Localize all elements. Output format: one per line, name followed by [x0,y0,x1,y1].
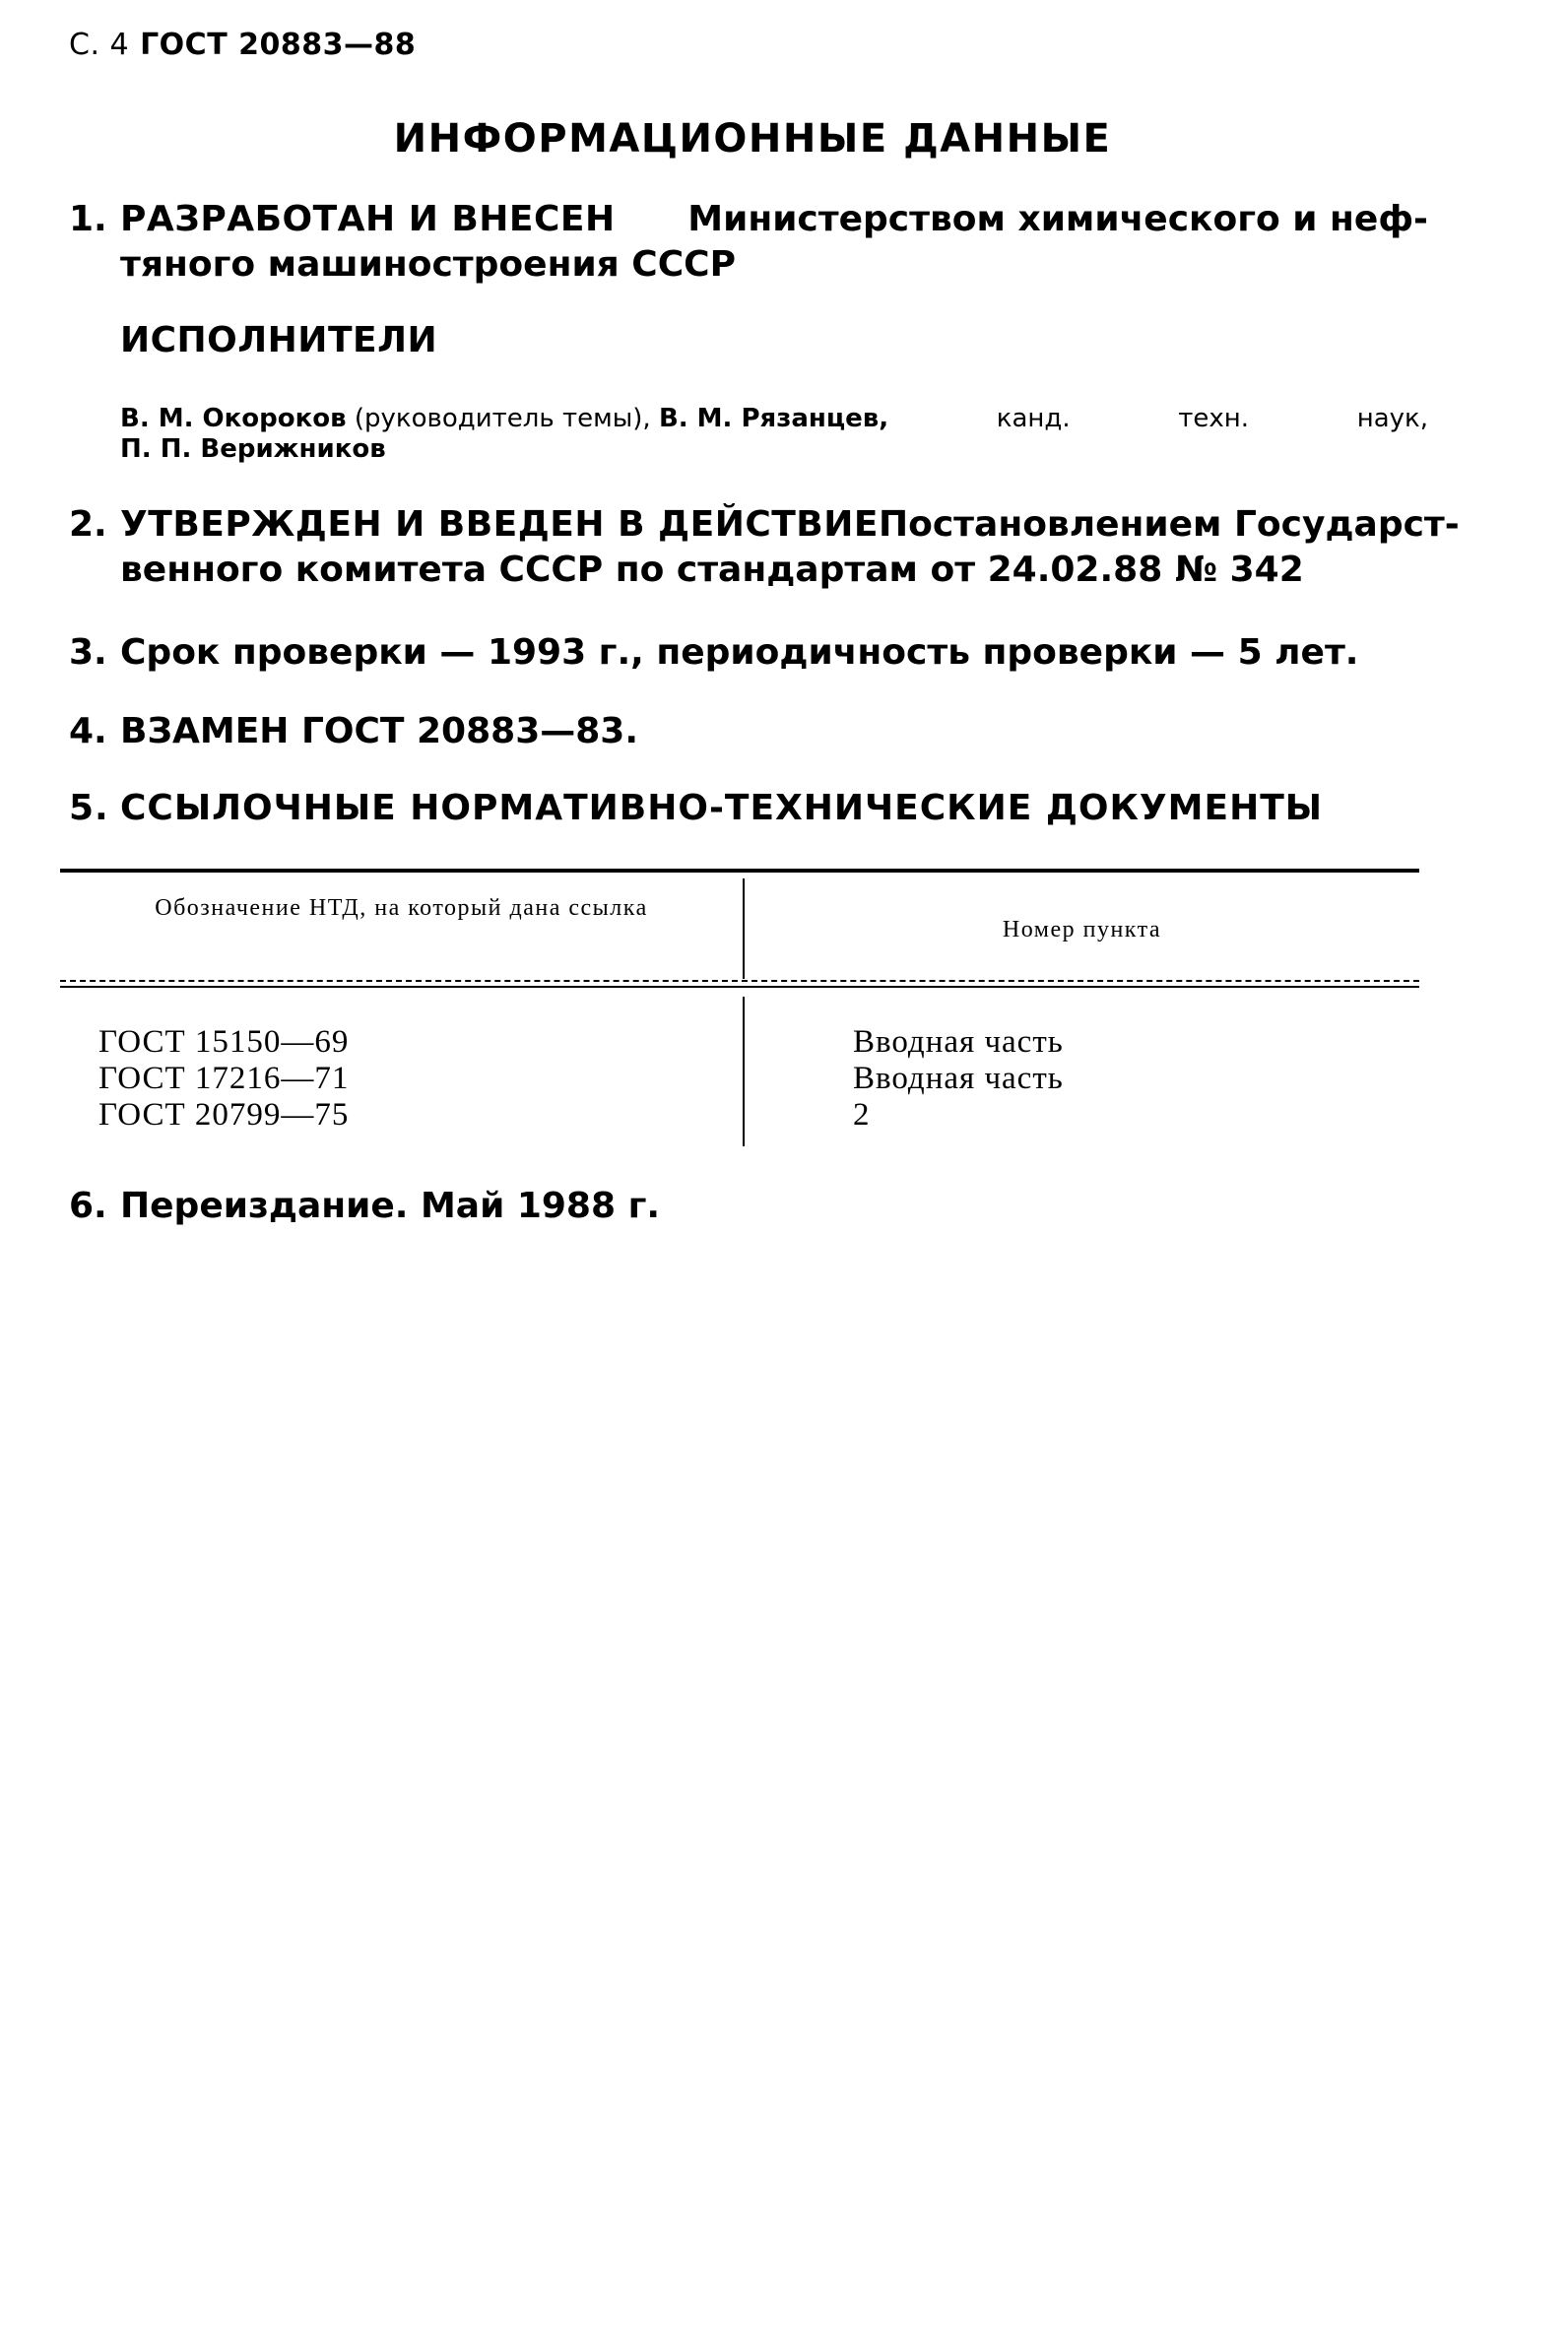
item-text: Министерством химического и неф- [687,199,1428,239]
executor-degree: техн. [1178,404,1250,433]
item-number: 5. [69,788,109,828]
item-number: 4. [69,711,107,751]
executor-name: В. М. Окороков [120,404,347,433]
executors-heading: ИСПОЛНИТЕЛИ [120,320,438,360]
table-column-documents [98,1024,349,1134]
item-text: ССЫЛОЧНЫЕ НОРМАТИВНО-ТЕХНИЧЕСКИЕ ДОКУМЕНТЫ [120,788,1324,828]
item-approved [69,502,1460,593]
item-text: Срок проверки — 1993 г., периодичность проверки — 5 лет. [120,632,1359,673]
executor-role: (руководитель темы), [354,404,651,433]
item-number: 1. [69,199,107,239]
item-replaces [69,709,638,754]
item-review-period [69,630,1359,676]
table-cell-clause: Вводная часть [853,1024,1064,1060]
table-cell-clause: 2 [853,1097,871,1133]
table-column-divider [743,997,745,1146]
item-text: ВЗАМЕН ГОСТ 20883—83. [120,711,639,751]
item-references-heading [69,786,1323,831]
executor-name: П. П. Верижников [120,434,386,464]
table-header-clause: Номер пункта [1002,917,1162,942]
table-cell-document: ГОСТ 15150—69 [98,1024,350,1060]
table-cell-document: ГОСТ 17216—71 [98,1061,350,1096]
executor-degree: наук, [1356,404,1428,433]
item-developed [69,197,1428,288]
item-number: 2. [69,504,107,545]
page-header [69,28,416,62]
item-line [69,502,1460,548]
executors-list [120,404,1428,465]
item-number: 3. [69,632,107,673]
table-cell-document: ГОСТ 20799—75 [98,1097,350,1133]
table-column-clauses [853,1024,1064,1134]
item-lead: РАЗРАБОТАН И ВНЕСЕН [120,199,616,239]
item-line [69,197,1428,242]
executor-name: В. М. Рязанцев, [658,404,889,433]
item-text: Постановлением Государст- [878,504,1460,545]
standard-designation: ГОСТ 20883—88 [140,28,417,62]
item-text: Переиздание. Май 1988 г. [120,1186,661,1226]
item-text-continued: тяного машиностроения СССР [120,244,736,285]
page-number: С. 4 [69,28,130,62]
item-reissue [69,1184,660,1229]
item-text-continued: венного комитета СССР по стандартам от 24.02.88 № 342 [120,550,1304,590]
table-top-rule [60,869,1419,873]
table-header-document: Обозначение НТД, на который дана ссылка [155,895,648,921]
item-lead: УТВЕРЖДЕН И ВВЕДЕН В ДЕЙСТВИЕ [120,504,879,545]
executor-degree: канд. [996,404,1071,433]
table-header-rule [60,980,1419,982]
item-number: 6. [69,1186,107,1226]
table-header-rule [60,986,1419,988]
page-title: ИНФОРМАЦИОННЫЕ ДАННЫЕ [393,116,1112,162]
table-cell-clause: Вводная часть [853,1061,1064,1096]
